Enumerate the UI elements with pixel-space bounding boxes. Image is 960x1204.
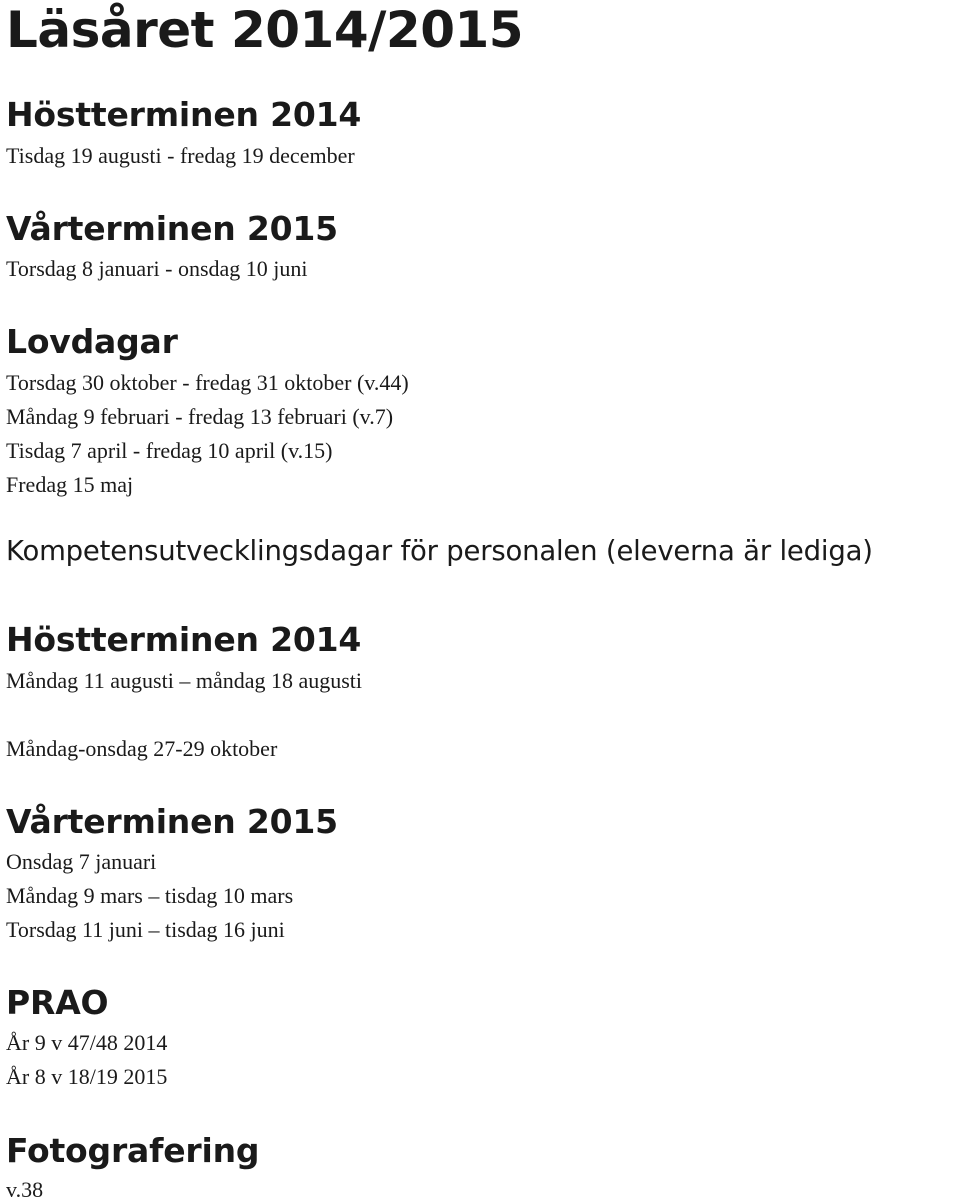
section-heading-fotografering: Fotografering bbox=[6, 1131, 260, 1170]
lovdag-item: Måndag 9 februari - fredag 13 februari (v.7) bbox=[6, 404, 394, 429]
section-heading-prao: PRAO bbox=[6, 983, 109, 1022]
lovdag-item: Tisdag 7 april - fredag 10 april (v.15) bbox=[6, 438, 333, 463]
page-title: Läsåret 2014/2015 bbox=[6, 1, 524, 59]
hostterminen-dates: Tisdag 19 augusti - fredag 19 december bbox=[6, 143, 355, 168]
section-heading-varterminen: Vårterminen 2015 bbox=[6, 209, 338, 248]
lovdag-item: Fredag 15 maj bbox=[6, 472, 134, 497]
section-heading-hostterminen: Höstterminen 2014 bbox=[6, 95, 362, 134]
section-heading-kompetensutveckling: Kompetensutvecklingsdagar för personalen (eleverna är lediga) bbox=[6, 535, 873, 567]
kompetens-heading-hostterminen: Höstterminen 2014 bbox=[6, 620, 362, 659]
kompetens-var-item: Onsdag 7 januari bbox=[6, 849, 157, 874]
prao-item: År 8 v 18/19 2015 bbox=[6, 1064, 168, 1089]
lovdag-item: Torsdag 30 oktober - fredag 31 oktober (v.44) bbox=[6, 370, 409, 395]
kompetens-heading-varterminen: Vårterminen 2015 bbox=[6, 802, 338, 841]
varterminen-dates: Torsdag 8 januari - onsdag 10 juni bbox=[6, 256, 308, 281]
section-heading-lovdagar: Lovdagar bbox=[6, 322, 178, 361]
fotografering-week: v.38 bbox=[6, 1177, 44, 1202]
kompetens-host-item: Måndag 11 augusti – måndag 18 augusti bbox=[6, 668, 363, 693]
prao-item: År 9 v 47/48 2014 bbox=[6, 1030, 168, 1055]
kompetens-var-item: Måndag 9 mars – tisdag 10 mars bbox=[6, 883, 294, 908]
kompetens-var-item: Torsdag 11 juni – tisdag 16 juni bbox=[6, 917, 285, 942]
kompetens-host-item: Måndag-onsdag 27-29 oktober bbox=[6, 736, 278, 761]
